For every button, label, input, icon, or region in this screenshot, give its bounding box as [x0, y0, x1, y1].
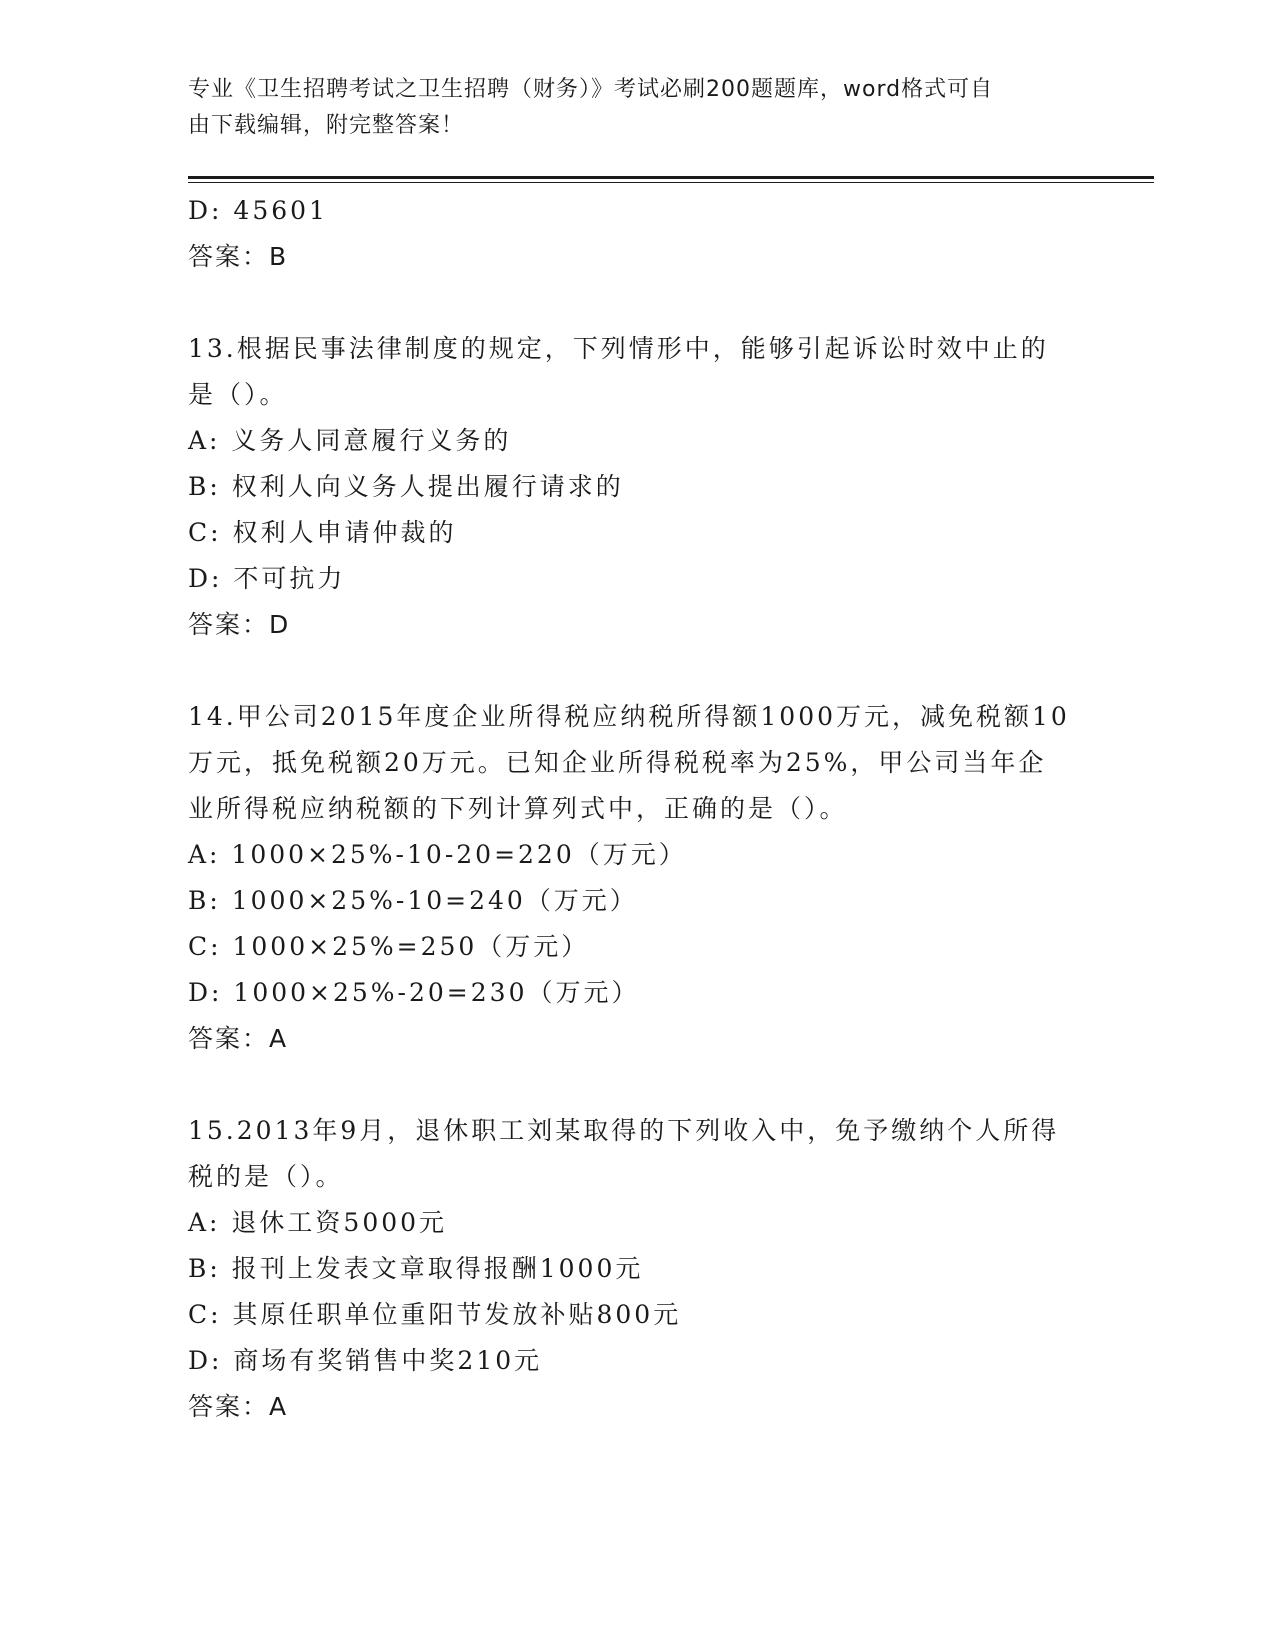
option-c: C: 权利人申请仲裁的 — [188, 518, 457, 547]
option-c: C: 其原任职单位重阳节发放补贴800元 — [188, 1300, 682, 1329]
question-text-line: 万元，抵免税额20万元。已知企业所得税税率为25%，甲公司当年企 — [188, 748, 1047, 777]
answer: 答案：A — [188, 1024, 289, 1053]
header-line-2: 由下载编辑，附完整答案！ — [188, 113, 465, 138]
header-line-1: 专业《卫生招聘考试之卫生招聘（财务）》考试必刷200题题库，word格式可自 — [188, 77, 994, 102]
document-body — [188, 188, 1088, 1430]
question-text-line: 15.2013年9月，退休职工刘某取得的下列收入中，免予缴纳个人所得 — [188, 1116, 1060, 1145]
prev-option-d: D: 45601 — [188, 196, 328, 225]
spacer — [188, 1062, 1088, 1108]
question-13 — [188, 326, 1088, 648]
prev-answer: 答案：B — [188, 242, 289, 271]
question-text-line: 14.甲公司2015年度企业所得税应纳税所得额1000万元，减免税额10 — [188, 702, 1070, 731]
answer: 答案：A — [188, 1392, 289, 1421]
question-text-line: 是（）。 — [188, 380, 288, 409]
option-b: B: 权利人向义务人提出履行请求的 — [188, 472, 624, 501]
question-text-line: 税的是（）。 — [188, 1162, 344, 1191]
answer: 答案：D — [188, 610, 291, 639]
option-a: A: 1000×25%-10-20=220（万元） — [188, 840, 687, 869]
header-rule-thin — [188, 182, 1154, 183]
option-b: B: 报刊上发表文章取得报酬1000元 — [188, 1254, 644, 1283]
option-b: B: 1000×25%-10=240（万元） — [188, 886, 638, 915]
spacer — [188, 648, 1088, 694]
option-a: A: 义务人同意履行义务的 — [188, 426, 512, 455]
question-text-line: 业所得税应纳税额的下列计算列式中，正确的是（）。 — [188, 794, 848, 823]
option-c: C: 1000×25%=250（万元） — [188, 932, 590, 961]
option-d: D: 商场有奖销售中奖210元 — [188, 1346, 543, 1375]
option-d: D: 1000×25%-20=230（万元） — [188, 978, 640, 1007]
option-a: A: 退休工资5000元 — [188, 1208, 448, 1237]
document-header — [188, 72, 1088, 144]
question-text-line: 13.根据民事法律制度的规定，下列情形中，能够引起诉讼时效中止的 — [188, 334, 1049, 363]
spacer — [188, 280, 1088, 326]
option-d: D: 不可抗力 — [188, 564, 346, 593]
question-14 — [188, 694, 1088, 1062]
question-15 — [188, 1108, 1088, 1430]
header-rule-thick — [188, 176, 1154, 179]
